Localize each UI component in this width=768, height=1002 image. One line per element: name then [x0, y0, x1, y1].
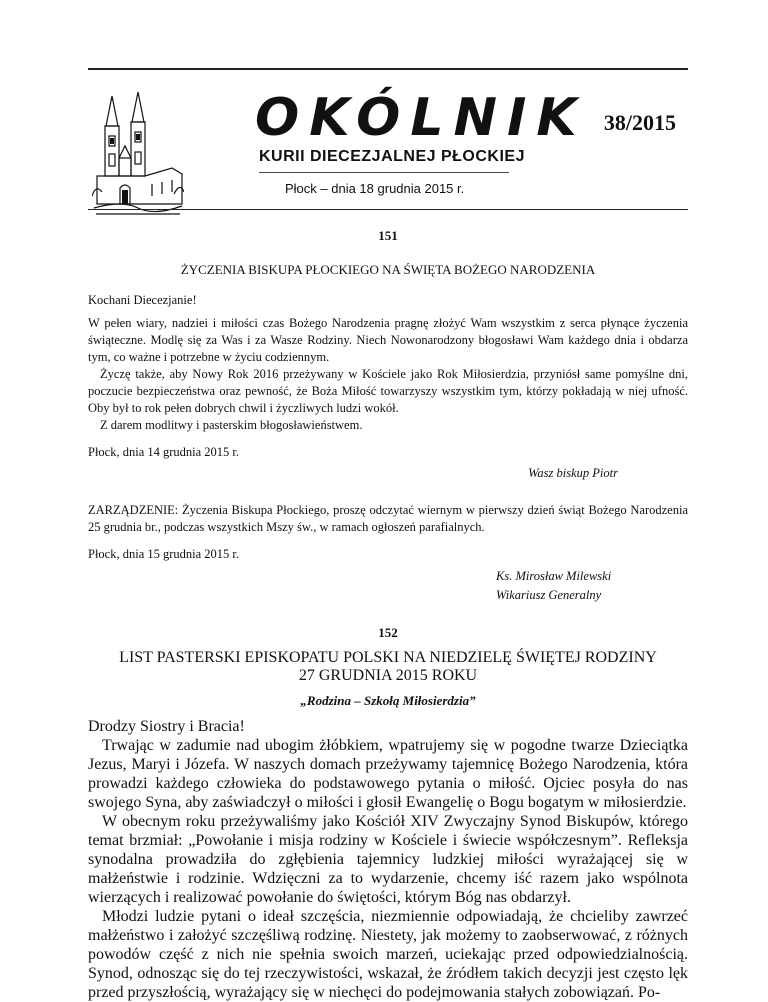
newsletter-subtitle: KURII DIECEZJALNEJ PŁOCKIEJ	[259, 148, 525, 165]
section-152-heading	[88, 649, 688, 685]
bishop-signature: Wasz biskup Piotr	[528, 466, 618, 480]
paragraph: Z darem modlitwy i pasterskim błogosławieństwem.	[100, 418, 363, 432]
issue-number: 38/2015	[603, 110, 676, 135]
greeting: Drodzy Siostry i Bracia!	[88, 718, 245, 735]
letter-motto: „Rodzina – Szkołą Miłosierdzia”	[300, 693, 476, 708]
paragraph: W pełen wiary, nadziei i miłości czas Bożego Narodzenia pragnę złożyć Wam wszystkim z serca płynące życzenia świąteczne. Modlę się za Was i za Wasze Rodziny. Niech Nowonarodzony błogosławi Wam każdego dnia i obdarza tym, co ważne i potrzebne w życiu codziennym.	[88, 316, 688, 364]
heading-line: 27 GRUDNIA 2015 ROKU	[298, 667, 478, 684]
date-line: Płock, dnia 15 grudnia 2015 r.	[88, 547, 240, 561]
greeting: Kochani Diecezjanie!	[88, 293, 197, 307]
decree-paragraph: ZARZĄDZENIE: Życzenia Biskupa Płockiego, proszę odczytać wiernym w pierwszy dzień świąt Bożego Narodzenia 25 grudnia br., podczas wszystkich Mszy św., w ramach ogłoszeń parafialnych.	[88, 503, 688, 534]
section-151-body	[88, 292, 688, 605]
header-bottom-rule	[88, 209, 688, 210]
section-number-151: 151	[378, 228, 398, 243]
vicar-signature-name: Ks. Mirosław Milewski	[496, 569, 612, 583]
section-151-heading: ŻYCZENIA BISKUPA PŁOCKIEGO NA ŚWIĘTA BOŻEGO NARODZENIA	[180, 262, 596, 277]
date-line: Płock, dnia 14 grudnia 2015 r.	[88, 445, 240, 459]
paragraph: Młodzi ludzie pytani o ideał szczęścia, niezmiennie odpowiadają, że chcieliby zawrzeć małżeństwo i założyć szczęśliwą rodzinę. Niestety, jak możemy to zaobserwować, z różnych powodów część z nich nie spełnia swoich marzeń, uciekając przed odpowiedzialnością. Synod, odnosząc się do tej rzeczywistości, wskazał, że źródłem takich decyzji jest często lęk przed przyszłością, wyrażający się w niechęci do podejmowania stałych zobowiązań. Po-	[88, 908, 688, 1001]
issue-dateline: Płock – dnia 18 grudnia 2015 r.	[285, 181, 465, 196]
section-number-152: 152	[378, 625, 398, 640]
header-top-rule	[88, 68, 688, 70]
subtitle-rule	[259, 172, 509, 173]
paragraph: W obecnym roku przeżywaliśmy jako Kościół XIV Zwyczajny Synod Biskupów, którego temat brzmiał: „Powołanie i misja rodziny w Kościele i świecie współczesnym”. Refleksja synodalna prowadziła do zgłębienia tajemnicy ludzkiej miłości wyrażającej się w małżeństwie i rodzinie. Wdzięczni za to wydarzenie, chcemy iść razem jako wspólnota wierzących i realizować powołanie do świętości, którym Bóg nas obdarzył.	[88, 813, 688, 906]
paragraph: Życzę także, aby Nowy Rok 2016 przeżywany w Kościele jako Rok Miłosierdzia, przyniósł same pomyślne dni, poczucie bezpieczeństwa oraz pewność, że Boża Miłość towarzyszy wszystkim tym, którzy pokładają w niej ufność. Oby był to rok pełen dobrych chwil i życzliwych ludzi wokół.	[88, 367, 688, 415]
newsletter-title: OKÓLNIK	[255, 88, 587, 148]
heading-line: LIST PASTERSKI EPISKOPATU POLSKI NA NIEDZIELĘ ŚWIĘTEJ RODZINY	[119, 649, 657, 666]
document-body	[88, 228, 688, 1002]
vicar-signature-role: Wikariusz Generalny	[496, 588, 602, 602]
section-152-body	[88, 717, 688, 1002]
church-illustration	[92, 88, 184, 218]
paragraph: Trwając w zadumie nad ubogim żłóbkiem, wpatrujemy się w pogodne twarze Dzieciątka Jezus, Maryi i Józefa. W naszych domach przeżywamy tajemnicę Bożego Narodzenia, która prowadzi każdego człowieka do podstawowego pytania o miłość. Ojciec posyła do nas swojego Syna, aby zaświadczył o miłości i głosił Ewangelię o Bogu bogatym w miłosierdzie.	[88, 737, 688, 811]
